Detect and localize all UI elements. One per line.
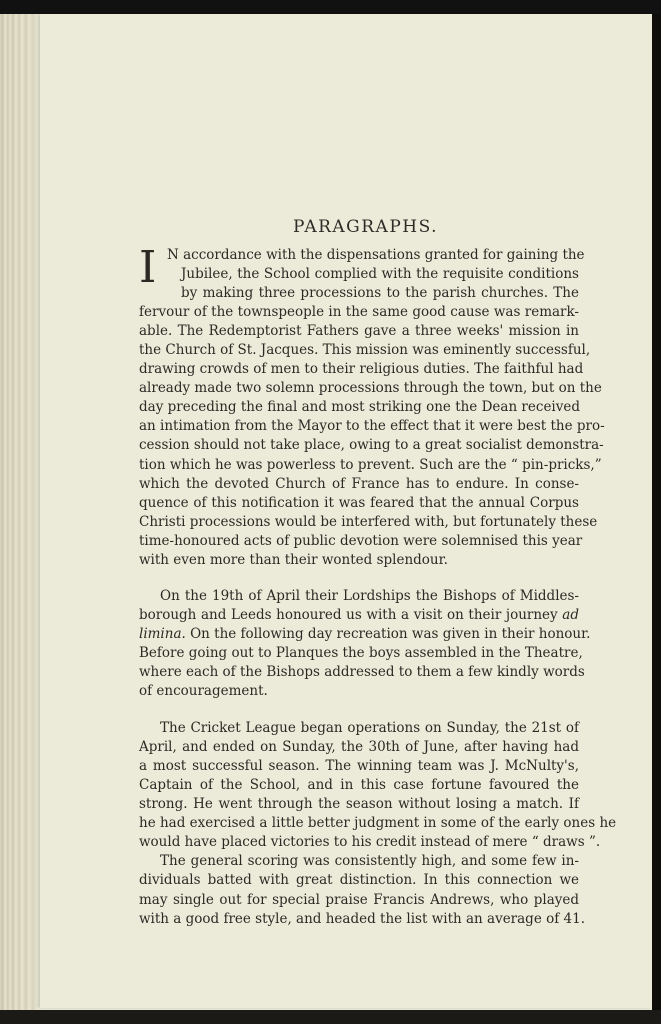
text-line: able. The Redemptorist Fathers gave a three weeks' mission in (139, 323, 579, 340)
paragraph-jubilee (139, 242, 605, 570)
text-line (139, 606, 579, 625)
text-line: by making three processions to the parish churches. The (181, 285, 579, 302)
text-line: The general scoring was consistently high, and some few in- (160, 853, 579, 870)
scan-top-edge (0, 0, 661, 14)
page-heading: PARAGRAPHS. (292, 217, 439, 237)
text-span: borough and Leeds honoured us with a visit on their journey (139, 606, 558, 623)
text-line: an intimation from the Mayor to the effect that it were best the pro- (139, 418, 605, 435)
text-line: fervour of the townspeople in the same good cause was remark- (139, 304, 579, 321)
text-line: Christi processions would be interfered with, but fortunately these (139, 513, 598, 530)
text-line: drawing crowds of men to their religious duties. The faithful had (139, 361, 584, 378)
text-line: cession should not take place, owing to a great socialist demonstra- (139, 437, 604, 454)
text-span: On the following day recreation was given in their honour. (190, 625, 591, 642)
text-line: dividuals batted with great distinction. In this connection we (139, 872, 579, 889)
scan-right-edge (652, 14, 661, 1010)
text-line: April, and ended on Sunday, the 30th of June, after having had (139, 739, 579, 756)
text-line: Captain of the School, and in this case fortune favoured the (139, 777, 579, 794)
text-line: The Cricket League began operations on Sunday, the 21st of (160, 720, 579, 737)
text-line: Jubilee, the School complied with the requisite conditions (181, 266, 579, 283)
paragraph-cricket-league (139, 719, 617, 852)
text-line: with even more than their wonted splendour. (139, 551, 448, 568)
italic-text: limina. (139, 625, 186, 642)
text-line: the Church of St. Jacques. This mission was eminently successful, (139, 342, 591, 359)
text-line: of encouragement. (139, 683, 268, 700)
text-line: may single out for special praise Francis Andrews, who played (139, 891, 579, 908)
text-line: a most successful season. The winning team was J. McNulty's, (139, 758, 579, 775)
italic-text: ad (562, 606, 579, 623)
body-text (139, 242, 617, 929)
text-line: quence of this notification it was feared that the annual Corpus (139, 494, 579, 511)
text-line: tion which he was powerless to prevent. Such are the “ pin-pricks,” (139, 456, 602, 473)
text-line: Before going out to Planques the boys assembled in the Theatre, (139, 644, 583, 661)
text-line: On the 19th of April their Lordships the Bishops of Middles- (160, 587, 579, 604)
text-line: day preceding the final and most striking one the Dean received (139, 399, 581, 416)
text-line: time-honoured acts of public devotion were solemnised this year (139, 532, 583, 549)
text-line: which the devoted Church of France has to endure. In conse- (139, 475, 579, 492)
paragraph-bishops-visit (139, 587, 591, 701)
drop-cap: I (139, 242, 157, 293)
text-line: N accordance with the dispensations granted for gaining the (167, 247, 585, 263)
text-line: where each of the Bishops addressed to them a few kindly words (139, 663, 585, 680)
paragraph-scoring (139, 852, 585, 928)
text-line: he had exercised a little better judgment in some of the early ones he (139, 815, 617, 832)
text-line (139, 625, 591, 644)
text-line: already made two solemn processions through the town, but on the (139, 380, 602, 397)
text-line: strong. He went through the season without losing a match. If (139, 796, 579, 813)
text-line: with a good free style, and headed the list with an average of 41. (139, 910, 585, 927)
text-line: would have placed victories to his credit instead of mere “ draws ”. (139, 834, 601, 851)
